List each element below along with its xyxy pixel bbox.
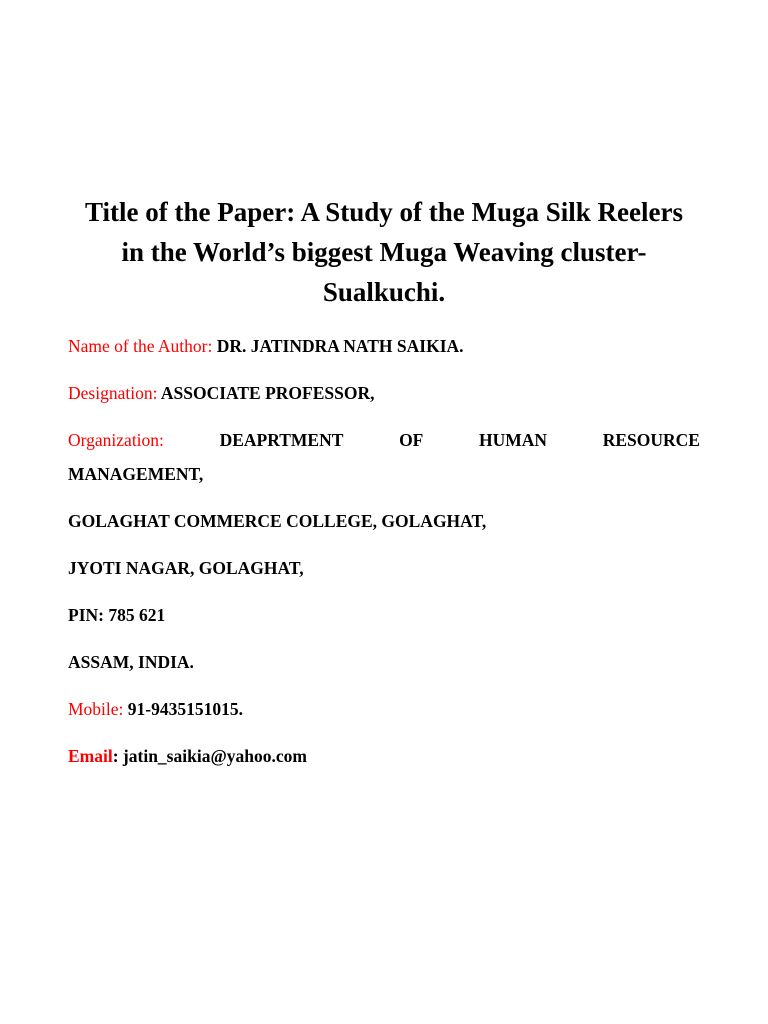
email-label: Email (68, 746, 113, 766)
pin-line: PIN: 785 621 (68, 605, 166, 625)
designation-value: ASSOCIATE PROFESSOR, (160, 383, 375, 403)
organization-word-3: HUMAN (479, 430, 548, 450)
organization-word-2: OF (399, 430, 424, 450)
organization-word-4: RESOURCE (602, 430, 700, 450)
college-line: GOLAGHAT COMMERCE COLLEGE, GOLAGHAT, (68, 511, 487, 531)
state-line: ASSAM, INDIA. (68, 652, 194, 672)
title-line-2: in the World’s biggest Muga Weaving cluster- (121, 237, 647, 267)
mobile-value: 91-9435151015. (127, 699, 243, 719)
email-line (68, 745, 700, 767)
author-line (68, 335, 700, 357)
organization-line-2: MANAGEMENT, (68, 464, 204, 484)
cover-page (68, 192, 700, 766)
organization-line (68, 429, 700, 485)
mobile-label: Mobile: (68, 699, 124, 719)
organization-label: Organization: (68, 430, 164, 450)
author-name: DR. JATINDRA NATH SAIKIA. (216, 336, 464, 356)
mobile-line (68, 698, 700, 720)
paper-title (58, 192, 710, 312)
email-value[interactable]: : jatin_saikia@yahoo.com (112, 746, 307, 766)
author-label: Name of the Author: (68, 336, 213, 356)
title-line-3: Sualkuchi. (322, 277, 446, 307)
organization-word-1: DEAPRTMENT (219, 430, 344, 450)
locality-line: JYOTI NAGAR, GOLAGHAT, (68, 558, 304, 578)
designation-line (68, 382, 700, 404)
title-line-1: Title of the Paper: A Study of the Muga Silk Reelers (85, 197, 683, 227)
designation-label: Designation: (68, 383, 158, 403)
